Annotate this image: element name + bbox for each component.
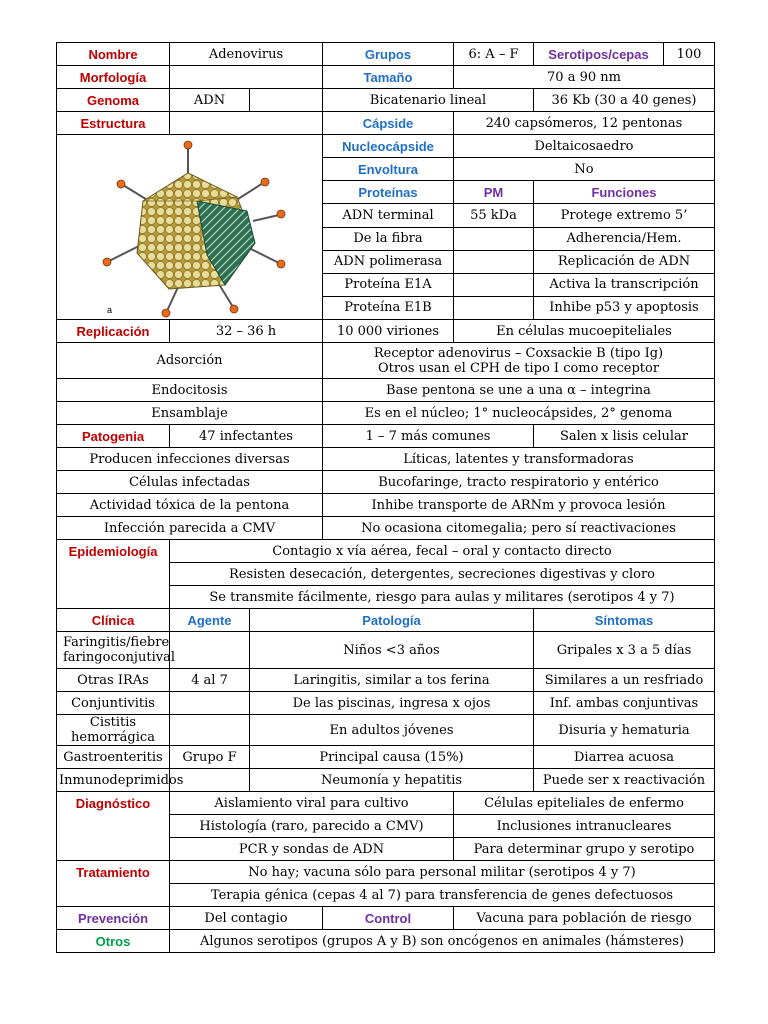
row-clinica-header (57, 609, 715, 632)
row-patogenia-detail (57, 517, 715, 540)
row-adsorcion (57, 343, 715, 379)
patogenia-desc: Inhibe transporte de ARNm y provoca lesión (323, 494, 715, 517)
proteina-func: Inhibe p53 y apoptosis (534, 296, 715, 319)
clinica-agente: Grupo F (170, 746, 250, 769)
clinica-patologia: Neumonía y hepatitis (250, 769, 534, 792)
clinica-name: Inmunodeprimidos (57, 769, 170, 792)
proteina-pm (454, 227, 534, 250)
patogenia-desc: Líticas, latentes y transformadoras (323, 448, 715, 471)
clinica-sintomas: Gripales x 3 a 5 días (534, 632, 715, 669)
adsorcion-line2: Otros usan el CPH de tipo I como receptor (377, 360, 660, 376)
nombre-value: Adenovirus (170, 43, 323, 66)
proteina-name: Proteína E1B (323, 296, 454, 319)
serotipos-label: Serotipos/cepas (534, 43, 664, 66)
proteina-pm (454, 250, 534, 273)
morfologia-label: Morfología (57, 66, 170, 89)
control-label: Control (323, 907, 454, 930)
row-morfologia (57, 66, 715, 89)
clinica-name: Faringitis/fiebre faringoconjutival (57, 632, 170, 669)
genoma-label: Genoma (57, 89, 170, 112)
prevencion-label: Prevención (57, 907, 170, 930)
clinica-agente (170, 632, 250, 669)
row-patogenia-detail (57, 448, 715, 471)
grupos-label: Grupos (323, 43, 454, 66)
patogenia-item: Actividad tóxica de la pentona (57, 494, 323, 517)
clinica-name: Cistitis hemorrágica (57, 715, 170, 746)
genoma-tamano: 36 Kb (30 a 40 genes) (534, 89, 715, 112)
proteina-pm: 55 kDa (454, 204, 534, 227)
clinica-patologia: De las piscinas, ingresa x ojos (250, 692, 534, 715)
nucleocapside-value: Deltaicosaedro (454, 135, 715, 158)
grupos-value: 6: A – F (454, 43, 534, 66)
adsorcion-line1: Receptor adenovirus – Coxsackie B (tipo Ig) (373, 345, 664, 361)
clinica-agente (170, 715, 250, 746)
clinica-name: Otras IRAs (57, 669, 170, 692)
proteina-func: Replicación de ADN (534, 250, 715, 273)
proteina-func: Activa la transcripción (534, 273, 715, 296)
adenovirus-illustration (57, 135, 321, 319)
row-clinica (57, 632, 715, 669)
capside-label: Cápside (323, 112, 454, 135)
illustration-caption: a (107, 305, 113, 315)
patogenia-salen: Salen x lisis celular (534, 425, 715, 448)
row-clinica (57, 669, 715, 692)
patogenia-comunes: 1 – 7 más comunes (323, 425, 534, 448)
replicacion-label: Replicación (57, 320, 170, 343)
replicacion-viriones: 10 000 viriones (323, 320, 454, 343)
row-patogenia-detail (57, 494, 715, 517)
clinica-sintomas: Inf. ambas conjuntivas (534, 692, 715, 715)
diagnostico-metodo: Histología (raro, parecido a CMV) (170, 815, 454, 838)
diagnostico-metodo: Aislamiento viral para cultivo (170, 792, 454, 815)
clinica-sintomas: Diarrea acuosa (534, 746, 715, 769)
patologia-label: Patología (250, 609, 534, 632)
row-clinica (57, 692, 715, 715)
proteina-name: Proteína E1A (323, 273, 454, 296)
pm-label: PM (454, 181, 534, 204)
row-epidemiologia (57, 540, 715, 563)
row-clinica (57, 746, 715, 769)
sintomas-label: Síntomas (534, 609, 715, 632)
patogenia-infectantes: 47 infectantes (170, 425, 323, 448)
replicacion-tiempo: 32 – 36 h (170, 320, 323, 343)
row-ensamblaje (57, 402, 715, 425)
diagnostico-resultado: Inclusiones intranucleares (454, 815, 715, 838)
otros-label: Otros (57, 930, 170, 953)
row-clinica (57, 715, 715, 746)
tratamiento-item: Terapia génica (cepas 4 al 7) para transferencia de genes defectuosos (170, 884, 715, 907)
genoma-tipo: Bicatenario lineal (323, 89, 534, 112)
row-patogenia-detail (57, 471, 715, 494)
tratamiento-item: No hay; vacuna sólo para personal militar (serotipos 4 y 7) (170, 861, 715, 884)
diagnostico-resultado: Células epiteliales de enfermo (454, 792, 715, 815)
ensamblaje-value: Es en el núcleo; 1° nucleocápsides, 2° genoma (323, 402, 715, 425)
proteina-func: Protege extremo 5’ (534, 204, 715, 227)
otros-value: Algunos serotipos (grupos A y B) son oncógenos en animales (hámsteres) (170, 930, 715, 953)
epidemiologia-label: Epidemiología (57, 540, 170, 609)
clinica-patologia: En adultos jóvenes (250, 715, 534, 746)
row-diagnostico (57, 792, 715, 815)
row-patogenia (57, 425, 715, 448)
proteinas-label: Proteínas (323, 181, 454, 204)
estructura-value (170, 112, 323, 135)
patogenia-item: Células infectadas (57, 471, 323, 494)
proteina-func: Adherencia/Hem. (534, 227, 715, 250)
serotipos-value: 100 (664, 43, 715, 66)
row-estructura (57, 112, 715, 135)
endocitosis-label: Endocitosis (57, 379, 323, 402)
adsorcion-label: Adsorción (57, 343, 323, 379)
replicacion-celulas: En células mucoepiteliales (454, 320, 715, 343)
agente-label: Agente (170, 609, 250, 632)
proteina-pm (454, 296, 534, 319)
proteina-name: ADN terminal (323, 204, 454, 227)
prevencion-value: Del contagio (170, 907, 323, 930)
row-replicacion (57, 320, 715, 343)
clinica-patologia: Niños <3 años (250, 632, 534, 669)
patogenia-desc: No ocasiona citomegalia; pero sí reactivaciones (323, 517, 715, 540)
capside-value: 240 capsómeros, 12 pentonas (454, 112, 715, 135)
envoltura-label: Envoltura (323, 158, 454, 181)
clinica-patologia: Laringitis, similar a tos ferina (250, 669, 534, 692)
proteina-name: ADN polimerasa (323, 250, 454, 273)
row-prevencion (57, 907, 715, 930)
row-tratamiento (57, 861, 715, 884)
patogenia-label: Patogenia (57, 425, 170, 448)
morfologia-value (170, 66, 323, 89)
genoma-value: ADN (170, 89, 250, 112)
clinica-agente (170, 692, 250, 715)
genoma-empty (250, 89, 323, 112)
virus-illustration-cell (57, 135, 323, 320)
proteina-name: De la fibra (323, 227, 454, 250)
adsorcion-value (323, 343, 715, 379)
epidemiologia-item: Resisten desecación, detergentes, secreciones digestivas y cloro (170, 563, 715, 586)
row-nombre (57, 43, 715, 66)
row-otros (57, 930, 715, 953)
row-clinica (57, 769, 715, 792)
funciones-label: Funciones (534, 181, 715, 204)
tratamiento-label: Tratamiento (57, 861, 170, 907)
clinica-sintomas: Disuria y hematuria (534, 715, 715, 746)
row-genoma (57, 89, 715, 112)
patogenia-item: Infección parecida a CMV (57, 517, 323, 540)
epidemiologia-item: Contagio x vía aérea, fecal – oral y contacto directo (170, 540, 715, 563)
proteina-pm (454, 273, 534, 296)
control-value: Vacuna para población de riesgo (454, 907, 715, 930)
clinica-patologia: Principal causa (15%) (250, 746, 534, 769)
patogenia-item: Producen infecciones diversas (57, 448, 323, 471)
summary-table (56, 42, 715, 953)
clinica-sintomas: Similares a un resfriado (534, 669, 715, 692)
estructura-label: Estructura (57, 112, 170, 135)
row-nucleocapside (57, 135, 715, 158)
envoltura-value: No (454, 158, 715, 181)
clinica-name: Conjuntivitis (57, 692, 170, 715)
ensamblaje-label: Ensamblaje (57, 402, 323, 425)
tamano-value: 70 a 90 nm (454, 66, 715, 89)
epidemiologia-item: Se transmite fácilmente, riesgo para aulas y militares (serotipos 4 y 7) (170, 586, 715, 609)
clinica-agente: 4 al 7 (170, 669, 250, 692)
diagnostico-resultado: Para determinar grupo y serotipo (454, 838, 715, 861)
patogenia-desc: Bucofaringe, tracto respiratorio y entérico (323, 471, 715, 494)
endocitosis-value: Base pentona se une a una α – integrina (323, 379, 715, 402)
clinica-sintomas: Puede ser x reactivación (534, 769, 715, 792)
nucleocapside-label: Nucleocápside (323, 135, 454, 158)
diagnostico-metodo: PCR y sondas de ADN (170, 838, 454, 861)
tamano-label: Tamaño (323, 66, 454, 89)
row-endocitosis (57, 379, 715, 402)
clinica-label: Clínica (57, 609, 170, 632)
adenovirus-summary-sheet (56, 42, 715, 953)
nombre-label: Nombre (57, 43, 170, 66)
clinica-name: Gastroenteritis (57, 746, 170, 769)
diagnostico-label: Diagnóstico (57, 792, 170, 861)
